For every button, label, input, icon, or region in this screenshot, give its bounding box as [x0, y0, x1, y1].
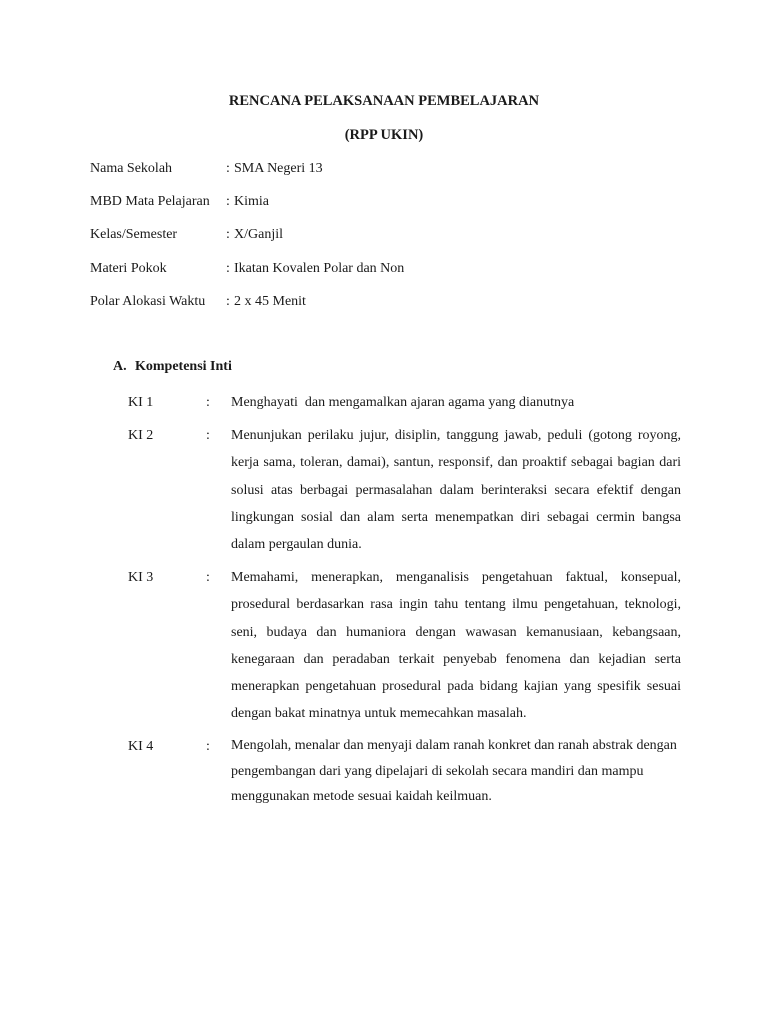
ki-item: [128, 733, 681, 810]
identity-row-topic: [90, 259, 690, 292]
ki-item: [128, 389, 681, 416]
identity-value: 2 x 45 Menit: [234, 293, 306, 309]
identity-row-school: [90, 159, 690, 192]
ki-item: [128, 422, 681, 558]
identity-label: Kelas/Semester: [90, 227, 178, 243]
ki-separator: :: [206, 428, 210, 443]
ki-code: KI 3: [128, 570, 154, 585]
identity-row-subject: [90, 192, 690, 225]
ki-code: KI 2: [128, 428, 154, 443]
ki-code: KI 4: [128, 739, 154, 754]
identity-value: SMA Negeri 13: [234, 161, 323, 176]
identity-label: Polar Alokasi Waktu: [90, 293, 206, 309]
ki-text: Mengolah, menalar dan menyaji dalam ranah konkret dan ranah abstrak dengan pengembangan dari yang dipelajari di sekolah secara mandiri dan mampu menggunakan metode sesuai kaidah keilmuan.: [231, 738, 677, 804]
section-letter: A.: [113, 359, 127, 374]
ki-separator: :: [206, 570, 210, 585]
identity-value: X/Ganjil: [234, 227, 283, 243]
identity-separator: :: [226, 227, 230, 243]
document-title: RENCANA PELAKSANAAN PEMBELAJARAN: [228, 93, 540, 109]
section-heading: [113, 359, 232, 375]
ki-separator: :: [206, 739, 210, 754]
identity-separator: :: [226, 161, 230, 176]
identity-separator: :: [226, 293, 230, 309]
identity-row-class: [90, 225, 690, 258]
identity-separator: :: [226, 260, 230, 276]
ki-text: Menghayati dan mengamalkan ajaran agama yang dianutnya: [231, 395, 575, 410]
identity-value: Kimia: [234, 194, 269, 210]
ki-separator: :: [206, 395, 210, 410]
identity-label: MBD Mata Pelajaran: [90, 194, 210, 210]
identity-row-time: [90, 292, 690, 325]
identity-value: Ikatan Kovalen Polar dan Non: [234, 260, 405, 276]
section-title: Kompetensi Inti: [135, 359, 232, 374]
identity-block: [90, 159, 690, 325]
ki-text: Memahami, menerapkan, menganalisis pengetahuan faktual, konsepual, prosedural berdasarkan rasa ingin tahu tentang ilmu pengetahuan, teknologi, seni, budaya dan humaniora dengan wawasan kemanusiaan, kebangsaan, kenegaraan dan peradaban terkait penyebab fenomena dan kejadian serta menerapkan pengetahuan prosedural pada bidang kajian yang spesifik sesuai dengan bakat minatnya untuk memecahkan masalah.: [231, 570, 681, 722]
identity-separator: :: [226, 194, 230, 210]
identity-label: Materi Pokok: [90, 260, 167, 276]
ki-code: KI 1: [128, 395, 154, 410]
identity-label: Nama Sekolah: [90, 161, 173, 176]
document-subtitle: (RPP UKIN): [344, 127, 424, 143]
ki-text: Menunjukan perilaku jujur, disiplin, tanggung jawab, peduli (gotong royong, kerja sama, toleran, damai), santun, responsif, dan proaktif sebagai bagian dari solusi atas berbagai permasalahan dalam berinteraksi secara efektif dengan lingkungan sosial dan alam serta menempatkan diri sebagai cermin bangsa dalam pergaulan dunia.: [231, 428, 681, 553]
ki-item: [128, 564, 681, 728]
